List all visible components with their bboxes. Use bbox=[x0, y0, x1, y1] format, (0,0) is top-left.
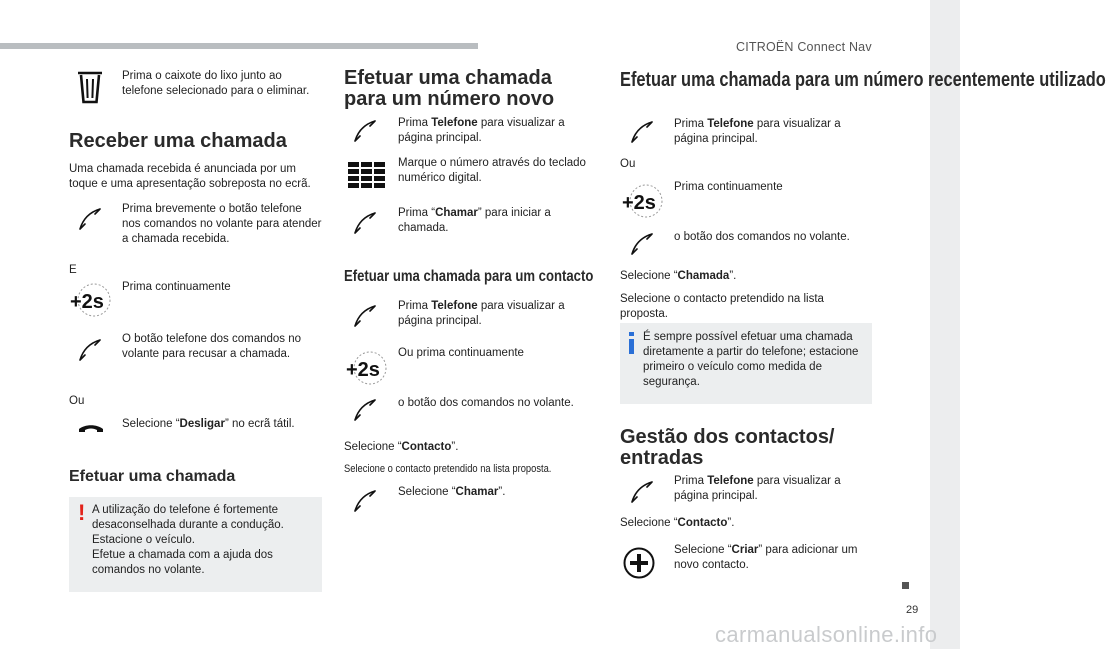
phone-icon bbox=[630, 120, 654, 144]
new-number-step1: Prima Telefone para visualizar a página principal. bbox=[398, 117, 565, 144]
contact-call-heading: Efetuar uma chamada para um contacto bbox=[344, 268, 594, 285]
hold-2s-label: +2s bbox=[622, 192, 656, 214]
page-number: 29 bbox=[906, 604, 919, 616]
hang-up-instruction: Selecione “Desligar” no ecrã tátil. bbox=[122, 418, 295, 430]
phone-icon bbox=[353, 489, 377, 513]
contacts-create: Selecione “Criar” para adicionar um novo contacto. bbox=[674, 544, 858, 571]
watermark: carmanualsonline.info bbox=[715, 622, 938, 647]
receive-step-reject: O botão telefone dos comandos no volante para recusar a chamada. bbox=[122, 333, 302, 360]
phone-icon bbox=[353, 398, 377, 422]
conjunction-ou: Ou bbox=[69, 395, 85, 407]
phone-icon bbox=[353, 304, 377, 328]
recent-step1: Prima Telefone para visualizar a página principal. bbox=[674, 118, 841, 145]
end-marker bbox=[902, 582, 909, 589]
contact-step2: Ou prima continuamente bbox=[398, 347, 524, 359]
trash-instruction: Prima o caixote do lixo junto ao telefone selecionado para o eliminar. bbox=[122, 70, 310, 97]
phone-icon bbox=[353, 119, 377, 143]
contacts-select: Selecione “Contacto”. bbox=[620, 517, 735, 529]
make-call-heading: Efetuar uma chamada bbox=[69, 468, 236, 485]
phone-icon bbox=[353, 211, 377, 235]
recent-step2: Prima continuamente bbox=[674, 181, 783, 193]
receive-step-hold: Prima continuamente bbox=[122, 281, 231, 293]
phone-icon bbox=[630, 480, 654, 504]
conjunction-ou: Ou bbox=[620, 158, 636, 170]
recent-select: Selecione “Chamada”. bbox=[620, 270, 737, 282]
warning-mark: ! bbox=[78, 500, 86, 525]
contacts-step1: Prima Telefone para visualizar a página principal. bbox=[674, 475, 841, 502]
add-contact-icon bbox=[623, 547, 655, 579]
hang-up-icon bbox=[78, 424, 104, 434]
conjunction-e: E bbox=[69, 264, 77, 276]
receive-call-heading: Receber uma chamada bbox=[69, 130, 287, 152]
page-header-title: CITROËN Connect Nav bbox=[736, 40, 872, 54]
receive-step-answer: Prima brevemente o botão telefone nos comandos no volante para atender a chamada recebida. bbox=[122, 203, 322, 245]
hold-2s-icon bbox=[620, 183, 664, 219]
hold-2s-label: +2s bbox=[70, 291, 104, 313]
new-number-heading: Efetuar uma chamada para um número novo bbox=[344, 67, 555, 110]
recent-select-list: Selecione o contacto pretendido na lista proposta. bbox=[620, 293, 824, 320]
contacts-management-heading: Gestão dos contactos/ entradas bbox=[620, 426, 835, 469]
recent-number-heading: Efetuar uma chamada para um número recentemente utilizado bbox=[620, 69, 1106, 91]
new-number-step2: Marque o número através do teclado numérico digital. bbox=[398, 157, 586, 184]
contact-step3: o botão dos comandos no volante. bbox=[398, 397, 574, 409]
trash-icon bbox=[77, 70, 103, 104]
hold-2s-icon bbox=[344, 350, 388, 386]
receive-call-intro: Uma chamada recebida é anunciada por um toque e uma apresentação sobreposta no ecrã. bbox=[69, 163, 311, 190]
contact-step1: Prima Telefone para visualizar a página principal. bbox=[398, 300, 565, 327]
keypad-icon bbox=[348, 162, 386, 188]
phone-icon bbox=[78, 207, 102, 231]
phone-icon bbox=[78, 338, 102, 362]
info-icon bbox=[628, 332, 636, 354]
new-number-step3: Prima “Chamar” para iniciar a chamada. bbox=[398, 207, 551, 234]
warning-text: A utilização do telefone é fortemente desaconselhada durante a condução. Estacione o veículo. Efetue a chamada com a ajuda dos comandos no volante. bbox=[92, 504, 284, 576]
side-strip bbox=[930, 0, 960, 649]
phone-icon bbox=[630, 232, 654, 256]
contact-select: Selecione “Contacto”. bbox=[344, 441, 459, 453]
contact-call: Selecione “Chamar”. bbox=[398, 486, 506, 498]
hold-2s-label: +2s bbox=[346, 359, 380, 381]
recent-step3: o botão dos comandos no volante. bbox=[674, 231, 850, 243]
hold-2s-icon bbox=[68, 282, 112, 318]
info-text: É sempre possível efetuar uma chamada diretamente a partir do telefone; estacione primeiro o veículo como medida de segurança. bbox=[643, 331, 859, 388]
header-bar bbox=[0, 43, 478, 49]
contact-select-list: Selecione o contacto pretendido na lista proposta. bbox=[344, 463, 552, 475]
